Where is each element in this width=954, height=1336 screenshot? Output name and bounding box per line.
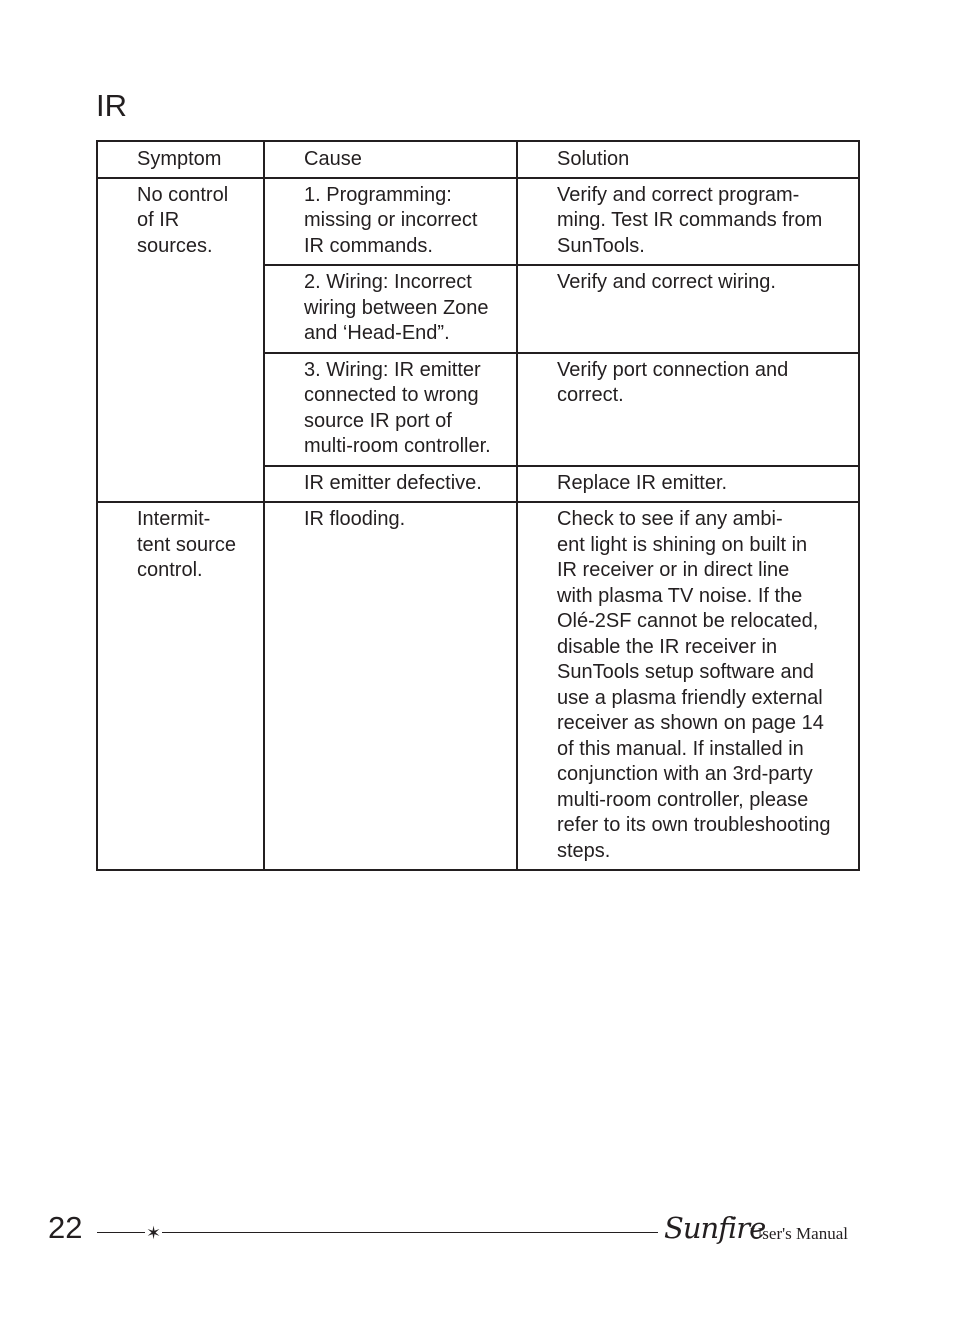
solution-cell — [517, 502, 859, 870]
table-row — [97, 502, 859, 870]
symptom-cell — [97, 502, 264, 870]
cause-cell — [264, 178, 517, 266]
solution-cell — [517, 353, 859, 466]
cause-cell — [264, 502, 517, 870]
header-symptom: Symptom — [97, 141, 264, 178]
cause-text: IR emitter defective. — [304, 471, 482, 494]
troubleshooting-table — [96, 140, 860, 871]
header-solution: Solution — [517, 141, 859, 178]
cause-text: 1. Programming: missing or incorrect IR commands. — [304, 183, 478, 257]
header-cause: Cause — [264, 141, 517, 178]
solution-cell — [517, 265, 859, 353]
symptom-text: No control of IR sources. — [137, 183, 229, 257]
table-header-row — [97, 141, 859, 178]
solution-text: Verify and correct program- ming. Test IR commands from SunTools. — [557, 183, 823, 257]
cause-text: 2. Wiring: Incorrect wiring between Zone and ‘Head-End”. — [304, 271, 489, 344]
cause-text: IR flooding. — [304, 508, 406, 530]
solution-cell — [517, 466, 859, 503]
cause-cell — [264, 353, 517, 466]
cause-text: 3. Wiring: IR emitter connected to wrong source IR port of multi-room controller. — [304, 358, 491, 457]
solution-text: Replace IR emitter. — [557, 471, 728, 494]
solution-text: Check to see if any ambi- ent light is shining on built in IR receiver or in direct line with plasma TV noise. If the Olé-2SF cannot be relocated, disable the IR receiver in SunTools setup software and use a plasma friendly external receiver as shown on page 14 of this manual. If installed in conjunction with an 3rd-party multi-room controller, please refer to its own troubleshooting steps. — [557, 508, 831, 862]
page-number: 22 — [48, 1210, 83, 1245]
section-title: IR — [96, 88, 127, 123]
brand-subtitle: User's Manual — [750, 1224, 848, 1243]
symptom-cell — [97, 178, 264, 503]
cause-cell — [264, 265, 517, 353]
solution-text: Verify and correct wiring. — [557, 271, 776, 293]
cause-cell — [264, 466, 517, 503]
footer-rule — [97, 1232, 658, 1233]
table-row — [97, 178, 859, 266]
solution-cell — [517, 178, 859, 266]
solution-text: Verify port connection and correct. — [557, 358, 789, 406]
star-ornament-icon: ✶ — [146, 1223, 162, 1243]
brand-logo: Sunfire — [664, 1211, 766, 1245]
symptom-text: Intermit- tent source control. — [137, 508, 236, 581]
